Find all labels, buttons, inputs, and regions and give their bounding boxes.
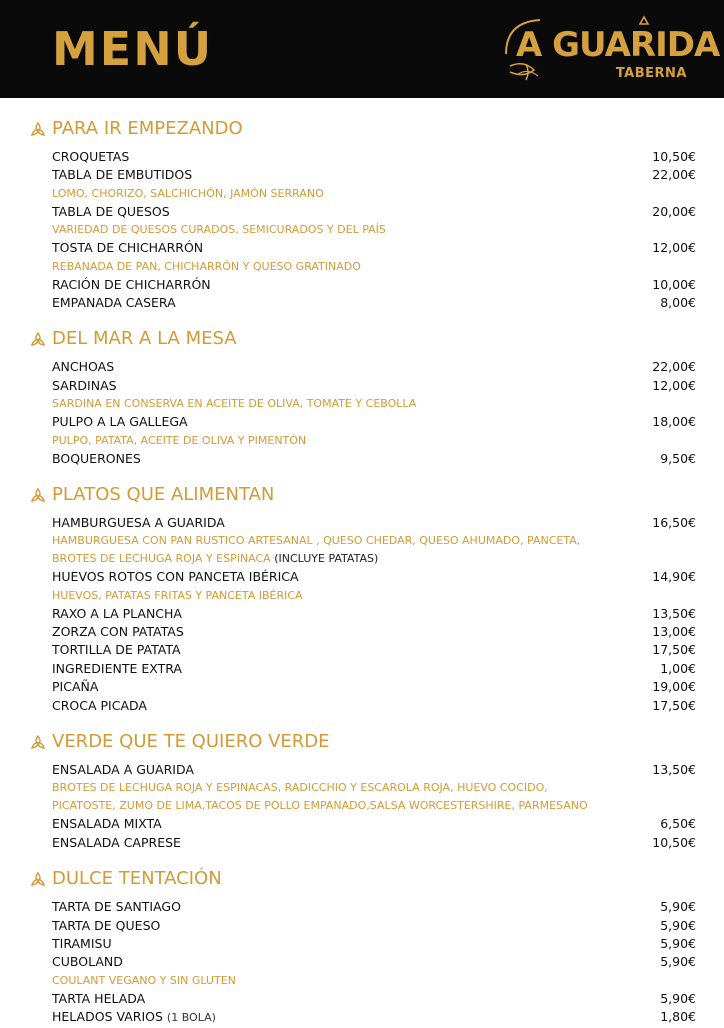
triquetra-icon xyxy=(30,734,46,755)
menu-item xyxy=(0,815,724,833)
triquetra-icon xyxy=(30,487,46,508)
menu-item xyxy=(0,898,724,916)
item-name xyxy=(52,623,184,641)
item-description: BROTES DE LECHUGA ROJA Y ESPINACAS, RADICCHIO Y ESCAROLA ROJA, HUEVO COCIDO, xyxy=(52,781,548,795)
item-name-text: PICAÑA xyxy=(52,679,99,695)
item-name xyxy=(52,697,147,715)
item-name-text: ENSALADA MIXTA xyxy=(52,816,162,832)
menu-item xyxy=(0,294,724,312)
item-name-text: INGREDIENTE EXTRA xyxy=(52,660,182,676)
menu-item xyxy=(0,761,724,779)
menu-item xyxy=(0,834,724,852)
item-description: PULPO, PATATA, ACEITE DE OLIVA Y PIMENTÓN xyxy=(52,433,307,447)
item-name xyxy=(52,660,182,678)
section-header xyxy=(0,326,724,354)
item-price: 5,90€ xyxy=(660,917,696,933)
item-name xyxy=(52,450,141,468)
item-price: 5,90€ xyxy=(660,935,696,951)
item-name-text: TARTA HELADA xyxy=(52,990,146,1006)
item-price: 10,50€ xyxy=(652,834,696,850)
item-name xyxy=(52,641,181,659)
menu-item xyxy=(0,935,724,953)
header-bar xyxy=(0,0,724,98)
section-title: VERDE QUE TE QUIERO VERDE xyxy=(52,731,330,753)
item-name-text: CROCA PICADA xyxy=(52,697,147,713)
item-name xyxy=(52,917,160,935)
item-price: 13,50€ xyxy=(652,605,696,621)
menu-item xyxy=(0,203,724,221)
menu-item xyxy=(0,660,724,678)
item-name xyxy=(52,815,162,833)
item-name xyxy=(52,935,112,953)
menu-item xyxy=(0,568,724,586)
item-name xyxy=(52,1008,216,1027)
item-name xyxy=(52,514,225,532)
item-price: 17,50€ xyxy=(652,697,696,713)
item-name xyxy=(52,203,170,221)
menu-item xyxy=(0,953,724,971)
item-name-text: CROQUETAS xyxy=(52,149,130,164)
item-name xyxy=(52,678,98,696)
item-name-text: ENSALADA CAPRESE xyxy=(52,834,181,850)
item-price: 1,00€ xyxy=(660,660,696,676)
item-name-text: HUEVOS ROTOS CON PANCETA IBÉRICA xyxy=(52,569,299,585)
item-name-text: ZORZA CON PATATAS xyxy=(52,624,184,640)
item-name-text: SARDINAS xyxy=(52,377,117,393)
menu-item xyxy=(0,377,724,395)
item-name-text: EMPANADA CASERA xyxy=(52,294,176,310)
item-description: SARDINA EN CONSERVA EN ACEITE DE OLIVA, TOMATE Y CEBOLLA xyxy=(52,397,417,411)
item-name-text: TARTA DE QUESO xyxy=(52,917,161,933)
item-price: 9,50€ xyxy=(660,450,696,466)
item-description: VARIEDAD DE QUESOS CURADOS, SEMICURADOS Y DEL PAÍS xyxy=(52,223,386,237)
menu-item xyxy=(0,358,724,376)
item-price: 22,00€ xyxy=(652,359,696,375)
item-price: 20,00€ xyxy=(652,203,696,219)
menu-item xyxy=(0,148,724,166)
item-price: 10,00€ xyxy=(652,276,696,292)
item-name xyxy=(52,166,192,184)
item-description: HUEVOS, PATATAS FRITAS Y PANCETA IBÉRICA xyxy=(52,588,303,602)
section-title: DEL MAR A LA MESA xyxy=(52,328,237,350)
triquetra-icon xyxy=(30,331,46,352)
item-description-text: PICATOSTE, ZUMO DE LIMA,TACOS DE POLLO EMPANADO,SALSA WORCESTERSHIRE, PARMESANO xyxy=(52,799,588,813)
item-price: 22,00€ xyxy=(652,167,696,183)
item-price: 12,00€ xyxy=(652,240,696,256)
menu-content xyxy=(0,116,724,1027)
menu-item xyxy=(0,917,724,935)
item-description xyxy=(0,797,724,815)
item-name xyxy=(52,358,114,376)
menu-item xyxy=(0,166,724,184)
menu-item xyxy=(0,276,724,294)
item-description xyxy=(0,550,724,568)
section-title: PLATOS QUE ALIMENTAN xyxy=(52,483,275,505)
menu-item xyxy=(0,678,724,696)
menu-item xyxy=(0,514,724,532)
item-price: 12,00€ xyxy=(652,377,696,393)
triquetra-icon xyxy=(30,121,46,142)
item-name xyxy=(52,761,194,779)
item-name xyxy=(52,377,117,395)
menu-item xyxy=(0,697,724,715)
item-price: 5,90€ xyxy=(660,990,696,1006)
item-price: 6,50€ xyxy=(660,816,696,832)
item-price: 5,90€ xyxy=(660,954,696,970)
item-name-text: TORTILLA DE PATATA xyxy=(52,642,181,658)
section-title: PARA IR EMPEZANDO xyxy=(52,118,243,139)
section-title: DULCE TENTACIÓN xyxy=(52,868,222,890)
item-name-text: PULPO A LA GALLEGA xyxy=(52,414,188,430)
menu-item xyxy=(0,641,724,659)
logo-name: A GUARIDA xyxy=(516,25,720,65)
item-name-text: HELADOS VARIOS xyxy=(52,1009,163,1025)
item-price: 14,90€ xyxy=(652,569,696,585)
item-name xyxy=(52,990,145,1008)
item-price: 10,50€ xyxy=(652,149,696,164)
menu-item xyxy=(0,990,724,1008)
item-price: 16,50€ xyxy=(652,514,696,530)
item-description: REBANADA DE PAN, CHICHARRÓN Y QUESO GRATINADO xyxy=(52,259,361,273)
item-description: COULANT VEGANO Y SIN GLUTEN xyxy=(52,973,236,987)
menu-item xyxy=(0,450,724,468)
item-name xyxy=(52,294,176,312)
item-price: 13,00€ xyxy=(652,624,696,640)
item-name-text: BOQUERONES xyxy=(52,450,141,466)
item-name-text: ANCHOAS xyxy=(52,359,115,375)
logo-subtitle: TABERNA xyxy=(615,66,687,81)
menu-item xyxy=(0,413,724,431)
item-price: 8,00€ xyxy=(660,294,696,310)
item-note: (1 BOLA) xyxy=(166,1011,216,1025)
menu-item xyxy=(0,623,724,641)
item-name xyxy=(52,834,181,852)
section-header xyxy=(0,116,724,144)
item-name-text: TOSTA DE CHICHARRÓN xyxy=(52,240,204,256)
item-description-note: (INCLUYE PATATAS) xyxy=(274,552,379,566)
item-description-text: BROTES DE LECHUGA ROJA Y ESPINACA xyxy=(52,552,271,566)
item-name xyxy=(52,605,182,623)
item-name xyxy=(52,568,299,586)
item-name-text: HAMBURGUESA A GUARIDA xyxy=(52,514,225,530)
menu-item xyxy=(0,605,724,623)
item-name-text: TIRAMISU xyxy=(52,935,112,951)
logo xyxy=(500,14,720,86)
item-price: 1,80€ xyxy=(660,1009,696,1025)
item-name-text: TABLA DE QUESOS xyxy=(52,203,170,219)
item-name xyxy=(52,239,203,257)
item-name xyxy=(52,148,129,166)
item-name xyxy=(52,413,188,431)
section-header xyxy=(0,866,724,894)
item-price: 18,00€ xyxy=(652,414,696,430)
item-name xyxy=(52,898,181,916)
item-price: 13,50€ xyxy=(652,762,696,778)
item-price: 17,50€ xyxy=(652,642,696,658)
triquetra-icon xyxy=(30,871,46,892)
section-header xyxy=(0,729,724,757)
item-name xyxy=(52,276,211,294)
item-name-text: RACIÓN DE CHICHARRÓN xyxy=(52,276,211,292)
item-name-text: TABLA DE EMBUTIDOS xyxy=(52,167,193,183)
item-name-text: RAXO A LA PLANCHA xyxy=(52,605,182,621)
item-name-text: ENSALADA A GUARIDA xyxy=(52,762,194,778)
menu-item xyxy=(0,239,724,257)
item-price: 5,90€ xyxy=(660,899,696,915)
section-header xyxy=(0,482,724,510)
item-price: 19,00€ xyxy=(652,679,696,695)
item-name xyxy=(52,953,123,971)
item-description: LOMO, CHORIZO, SALCHICHÓN, JAMÓN SERRANO xyxy=(52,186,324,200)
page-title: MENÚ xyxy=(52,22,214,76)
item-description: HAMBURGUESA CON PAN RUSTICO ARTESANAL , QUESO CHEDAR, QUESO AHUMADO, PANCETA, xyxy=(52,534,581,548)
item-name-text: TARTA DE SANTIAGO xyxy=(52,899,181,915)
item-name-text: CUBOLAND xyxy=(52,954,123,970)
